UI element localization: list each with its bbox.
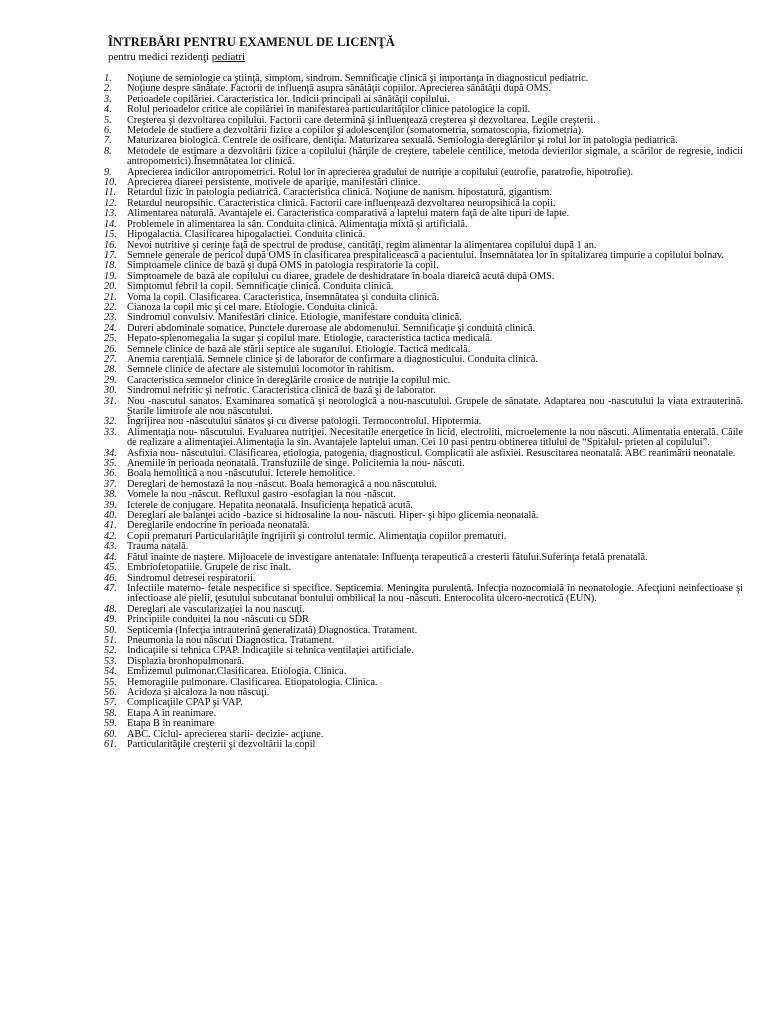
question-number: 29. [104,374,117,386]
question-text: Metodele de estimare a dezvoltării fizice a copilului (hărţile de creştere, tabelele centilice, metoda devierilor sigmale, a scărilor de regresie, indicii antropometrici).Însemnătatea lor clinică. [127,145,743,168]
question-item [104,230,743,240]
question-number: 7. [104,135,112,147]
question-text: Sindromul nefritic şi nefrotic. Caracteristica clinică de bază şi de laborator. [127,385,436,397]
question-number: 49. [104,614,117,626]
question-text: Copii prematuri Particularităţile îngrijirii şi controlul termic. Alimentaţia copiilor prematuri. [127,530,507,542]
question-number: 27. [104,353,117,365]
question-text: Alimentarea naturală. Avantajele ei. Caracteristica comparativă a laptelui matern faţă de alte tipuri de lapte. [127,208,570,220]
question-number: 5. [104,114,112,126]
question-number: 50. [104,624,117,636]
question-text: Îngrijirea nou -născutului sănatos şi cu diverse patologii. Termocontrolul. Hipotermia. [127,416,482,428]
question-text: Semnele clinice de bază ale stării septice ale sugarului. Etiologie. Tactică medicală. [127,343,471,355]
question-text: Complicaţiile CPAP şi VAP. [127,697,243,709]
question-number: 25. [104,333,117,345]
question-number: 32. [104,416,117,428]
question-number: 61. [104,739,117,750]
question-text: Retardul neuropsihic. Caracteristica clinică. Factorii care influenţează dezvoltarea neuropsihică la copii. [127,197,556,209]
question-number: 38. [104,489,117,501]
question-text: Nevoi nutritive şi cerinţe faţă de spectrul de produse, cantităţi, regim alimentar la alimentarea copilului după 1 an. [127,239,597,251]
question-item [104,428,743,449]
question-text: Asfixia nou- născutului. Clasificarea, etiologia, patogenia, diagnosticul. Complicatii ale asfixiei. Resuscitarea neonatală. ABC reanimării neonatale. [127,447,736,459]
question-number: 17. [104,249,117,261]
question-number: 6. [104,125,112,137]
question-text: Alimentaţia nou- născutului. Evaluarea nutriţiei. Necesitatile energetice în licid, electroliti, microelemente la nou născuti. Alimentatia enterală. Căile de realizare a alimentaţiei.Alimentaţia la sîn. Avantajele laptelui uman. Cei 10 pasi pentru obtinerea titlului de “Spitalul- prieten al copilului”. [127,426,743,449]
question-number: 54. [104,666,117,678]
question-number: 10. [104,177,117,189]
question-number: 60. [104,728,117,740]
question-number: 39. [104,499,117,511]
question-number: 21. [104,291,117,303]
question-text: Hepato-splenomegalia la sugar şi copilul mare. Etiologie, caracteristica tactica medicală. [127,333,493,345]
question-item [104,397,743,418]
question-number: 35. [104,458,117,470]
question-number: 52. [104,645,117,657]
document-title: ÎNTREBĂRI PENTRU EXAMENUL DE LICENŢĂ [108,35,396,49]
question-number: 51. [104,634,117,646]
question-item [104,667,743,677]
question-number: 8. [104,145,112,157]
question-text: Sindromul convulsiv. Manifestări clinice. Etiologie, manifestare conduita clinică. [127,312,462,324]
question-text: Dereglari ale vascularizaţiei la nou nascuţi. [127,603,305,615]
question-number: 11. [104,187,117,199]
question-list [104,74,743,750]
question-text: Fătul înainte de naştere. Mijloacele de investigare antenatale: Influenţa terapeutică a cresterii fătului.Suferinţa fetală prenatală. [127,551,648,563]
question-text: Noţiune de semiologie ca ştiinţă, simptom, sindrom. Semnificaţie clinică şi importanţa în diagnosticul pediatric. [127,73,589,84]
question-number: 48. [104,603,117,615]
question-text: Displazia bronhopulmonară. [127,655,245,667]
question-number: 24. [104,322,117,334]
question-number: 37. [104,478,117,490]
question-text: Principiile conduitei la nou -născuti cu SDR [127,614,309,626]
question-text: Septicemia (Infecţia intrauterină generalizată) Diagnostica. Tratament. [127,624,418,636]
question-number: 47. [104,582,117,594]
question-text: Pneumonia la nou născuti Diagnostica. Tratament. [127,634,335,646]
question-text: Voma la copil. Clasificarea. Caracteristica, însemnătatea şi conduita clinică. [127,291,440,303]
question-number: 45. [104,562,117,574]
question-number: 53. [104,655,117,667]
question-text: Dereglarile endocrine în perioada neonatală. [127,520,310,532]
question-text: Noţiune despre sănătate. Factorii de influenţă asupra sănătăţii copiilor. Aprecierea sănătăţii după OMS. [127,83,552,95]
question-item [104,740,743,750]
question-text: Simptoamele clinice de bază şi după OMS în patologia respiratorie la copil. [127,260,439,272]
question-number: 33. [104,426,117,438]
question-number: 55. [104,676,117,688]
question-number: 31. [104,395,117,407]
question-text: Particularităţile creşterii şi dezvoltării la copil [127,739,316,750]
question-text: Infectiile materno- fetale nespecifice si specifice. Septicemia. Meningita purulentă. Infecţia nozocomială în neonatologie. Afecţiuni neinfectioase şi infectioase ale pielii, ţesutului subcutanat bontului ombilical la nou -născuti. Enterocolita ulcero-necrotică (EUN). [127,582,743,605]
question-number: 16. [104,239,117,251]
subtitle-text: pentru medici rezidenţi [108,51,209,63]
question-text: Semnele generale de pericol după OMS în clasificarea prespitalicească a pacientului. Însemnătatea lor în spitalizarea timpurie a copilului bolnav. [127,249,724,261]
question-item [104,615,743,625]
question-text: Acidoza și alcaloza la nou născuţi. [127,686,270,698]
question-text: Anemiile în perioada neonatală. Transfuziile de singe. Policitemia la nou- născuti. [127,458,465,470]
subtitle-underlined-text: pediatri [211,51,245,63]
question-text: Sindromul detresei respiratorii. [127,572,256,584]
question-text: Etapa A în reanimare. [127,707,217,719]
question-number: 23. [104,312,117,324]
question-text: Creşterea şi dezvoltarea copilului. Factorii care determină şi influenţează creşterea şi dezvoltarea. Legile creşterii. [127,114,596,126]
question-number: 18. [104,260,117,272]
question-number: 19. [104,270,117,282]
question-text: Etapa B în reanimare [127,718,215,730]
question-text: Problemele în alimentarea la sân. Conduita clinică. Alimentaţia mixtă şi artificială. [127,218,468,230]
question-text: Emfizemul pulmonar.Clasificarea. Etiologia. Clinica. [127,666,347,678]
question-text: Nou -nascutul sanatos. Examinarea somatică şi neorologică a nou-nascutului. Grupele de sănatate. Adaptarea nou -nascutului la viata extrauterină. Starile limitrofe ale nou născutului. [127,395,743,417]
question-number: 43. [104,541,117,553]
question-text: Icterele de conjugare. Hepatita neonatală. Insuficienţa hepatică acută. [127,499,413,511]
question-item [104,584,743,605]
question-number: 20. [104,281,117,293]
question-item [104,282,743,292]
question-text: Hipogalactia. Clasificarea hipogalactiei. Conduita clinică. [127,229,366,241]
question-text: Boala hemolitică a nou -născutului. Icterele hemolitice. [127,468,356,480]
question-text: Vomele la nou -născut. Refluxul gastro -esofagian la nou -născut. [127,489,396,501]
question-number: 3. [104,93,112,105]
question-text: Aprecierea diareei persistente, motivele de apariţie, manifestări clinice. [127,177,421,189]
question-number: 58. [104,707,117,719]
question-number: 36. [104,468,117,480]
question-number: 4. [104,104,112,116]
question-text: Aprecierea indicilor antropometrici. Rolul lor în aprecierea gradului de nutriţie a copilului (eutrofie, paratrofie, hipotrofie). [127,166,634,178]
question-number: 26. [104,343,117,355]
document-subtitle [108,51,245,63]
question-number: 44. [104,551,117,563]
question-number: 22. [104,301,117,313]
question-number: 30. [104,385,117,397]
question-text: Dereglari ale balanţei acido -bazice si hidrosaline la nou- născuti. Hiper- şi hipo glicemia neonatală. [127,510,539,522]
question-text: Trauma natală. [127,541,189,553]
question-number: 41. [104,520,117,532]
question-text: Dereglari de hemostază la nou -născut. Boala hemoragică a nou născutului. [127,478,437,490]
question-number: 46. [104,572,117,584]
question-number: 59. [104,718,117,730]
question-text: Cianoza la copil mic şi cel mare. Etiologie. Conduita clinică. [127,301,378,313]
question-number: 57. [104,697,117,709]
question-text: Simptomul febril la copil. Semnificaţie clinică. Conduita clinică. [127,281,394,293]
question-number: 56. [104,686,117,698]
question-number: 2. [104,83,112,95]
question-text: Hemoragiile pulmonare. Clasificarea. Etiopatologia. Clinica. [127,676,378,688]
question-text: Anemia carenţială. Semnele clinice şi de laborator de confirmare a diagnosticului. Conduita clinică. [127,353,538,365]
question-number: 40. [104,510,117,522]
question-item [104,563,743,573]
question-number: 13. [104,208,117,220]
question-number: 12. [104,197,117,209]
question-text: Embriofetopatiile. Grupele de risc înalt. [127,562,292,574]
question-text: Caracteristica semnelor clinice în dereglările cronice de nutriţie la copilul mic. [127,374,451,386]
question-item [104,532,743,542]
question-text: Maturizarea biologică. Centrele de osificare, dentiţia. Maturizarea sexuală. Semiologia dereglărilor şi rolul lor în patologia pediatrică. [127,135,678,147]
question-text: ABC. Ciclul- aprecierea starii- decizie- acţiune. [127,728,324,740]
question-text: Simptoamele de bază ale copilului cu diaree, gradele de deshidratare în boala diareică acută după OMS. [127,270,555,282]
question-text: Perioadele copilăriei. Caracteristica lor. Indicii principali ai sănătăţii copilului. [127,93,450,105]
question-number: 14. [104,218,117,230]
question-number: 34. [104,447,117,459]
question-text: Dureri abdominale somatice. Punctele dureroase ale abdomenului. Semnificaţie şi conduită clinică. [127,322,536,334]
question-number: 28. [104,364,117,376]
question-number: 9. [104,166,112,178]
question-text: Retardul fizic în patologia pediatrică. Caracteristica clinică. Noţiune de nanism. hipostatură, gigantism. [127,187,552,199]
question-text: Semnele clinice de afectare ale sistemului locomotor în rahitism. [127,364,394,376]
question-text: Rolul perioadelor critice ale copilăriei în manifestarea particularităţilor clinice patologice la copil. [127,104,531,116]
question-item [104,334,743,344]
question-text: Metodele de studiere a dezvoltării fizice a copiilor şi adolescenţilor (somatometria, somatoscopia, fiziometria). [127,125,584,137]
question-number: 1. [104,73,112,84]
question-number: 15. [104,229,117,241]
question-number: 42. [104,530,117,542]
question-text: Indicaţiile si tehnica CPAP. Indicaţiile si tehnica ventilaţiei artificiale. [127,645,414,657]
question-item [104,147,743,168]
